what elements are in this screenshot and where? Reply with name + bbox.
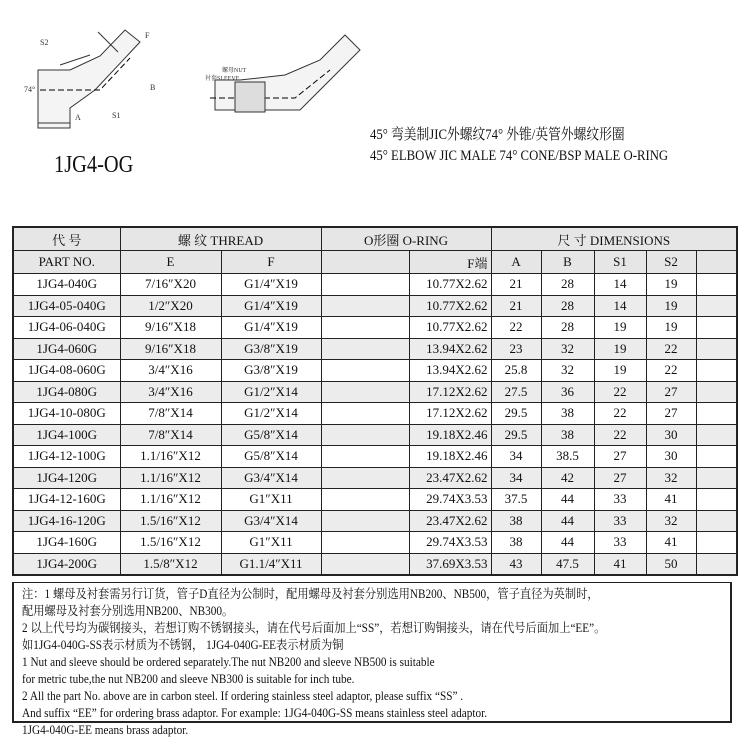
cell-dim-a: 21	[491, 274, 541, 296]
cell-dim-s1: 19	[594, 360, 646, 382]
cell-dim-a: 27.5	[491, 381, 541, 403]
cell-thread-e: 3/4″X16	[120, 381, 221, 403]
note-line: 2 以上代号均为碳钢接头，若想订购不锈钢接头，请在代号后面加上“SS”，若想订购铜接头，请在代号后面加上“EE”。	[22, 621, 606, 635]
cell-dim-a: 34	[491, 446, 541, 468]
cell-dim-a: 22	[491, 317, 541, 339]
cell-oring-f-end: 17.12X2.62	[409, 381, 491, 403]
fitting-diagram-right	[205, 35, 360, 112]
cell-part-no: 1JG4-100G	[13, 424, 120, 446]
table-row	[13, 317, 737, 339]
cell-empty	[321, 360, 409, 382]
cell-thread-f: G1/4″X19	[221, 295, 321, 317]
cell-dim-s2: 22	[646, 360, 696, 382]
cell-dim-s2: 32	[646, 467, 696, 489]
cell-thread-e: 1.1/16″X12	[120, 489, 221, 511]
cell-thread-f: G5/8″X14	[221, 446, 321, 468]
cell-part-no: 1JG4-12-100G	[13, 446, 120, 468]
cell-oring-f-end: 29.74X3.53	[409, 532, 491, 554]
cell-oring-f-end: 23.47X2.62	[409, 510, 491, 532]
header-dimensions: 尺 寸 DIMENSIONS	[491, 227, 737, 251]
cell-empty	[696, 532, 737, 554]
cell-thread-e: 7/8″X14	[120, 424, 221, 446]
cell-empty	[696, 274, 737, 296]
note-line: 1JG4-040G-EE means brass adaptor.	[22, 723, 189, 737]
cell-oring-f-end: 17.12X2.62	[409, 403, 491, 425]
cell-thread-f: G1/4″X19	[221, 274, 321, 296]
note-line: And suffix “EE” for ordering brass adaptor. For example: 1JG4-040G-SS means stainless steel adaptor.	[22, 706, 488, 720]
cell-dim-s1: 19	[594, 338, 646, 360]
fitting-drawing	[0, 20, 380, 130]
cell-dim-a: 38	[491, 510, 541, 532]
header-f-end: F端	[409, 251, 491, 274]
cell-thread-e: 9/16″X18	[120, 338, 221, 360]
cell-dim-b: 44	[541, 532, 594, 554]
cell-empty	[696, 467, 737, 489]
cell-empty	[321, 510, 409, 532]
cell-dim-b: 42	[541, 467, 594, 489]
header-oring: O形圈 O-RING	[321, 227, 491, 251]
cell-dim-s1: 33	[594, 489, 646, 511]
cell-thread-f: G1.1/4″X11	[221, 553, 321, 575]
note-line: for metric tube,the nut NB200 and sleeve NB300 is suitable for inch tube.	[22, 672, 355, 686]
cell-empty	[321, 489, 409, 511]
cell-empty	[321, 295, 409, 317]
cell-empty	[696, 295, 737, 317]
cell-dim-b: 38	[541, 424, 594, 446]
table-row	[13, 338, 737, 360]
cell-empty	[696, 424, 737, 446]
cell-thread-f: G3/4″X14	[221, 510, 321, 532]
cell-dim-a: 37.5	[491, 489, 541, 511]
cell-thread-f: G1″X11	[221, 532, 321, 554]
cell-empty	[321, 403, 409, 425]
cell-oring-f-end: 19.18X2.46	[409, 424, 491, 446]
cell-empty	[696, 360, 737, 382]
title-english: 45° ELBOW JIC MALE 74° CONE/BSP MALE O-RING	[370, 148, 669, 164]
cell-thread-f: G1/2″X14	[221, 403, 321, 425]
angle-label: 74°	[24, 85, 36, 94]
cell-oring-f-end: 10.77X2.62	[409, 274, 491, 296]
cell-part-no: 1JG4-10-080G	[13, 403, 120, 425]
cell-dim-s1: 14	[594, 295, 646, 317]
header-b: B	[541, 251, 594, 274]
sleeve-label: 衬套SLEEVE	[205, 76, 240, 82]
header-part-cn: 代 号	[13, 227, 120, 251]
b-label: B	[150, 83, 156, 92]
cell-dim-b: 38	[541, 403, 594, 425]
cell-dim-a: 43	[491, 553, 541, 575]
cell-dim-a: 29.5	[491, 403, 541, 425]
cell-dim-b: 28	[541, 317, 594, 339]
table-row	[13, 381, 737, 403]
table-row	[13, 489, 737, 511]
cell-part-no: 1JG4-12-160G	[13, 489, 120, 511]
cell-dim-a: 23	[491, 338, 541, 360]
cell-thread-f: G1/2″X14	[221, 381, 321, 403]
cell-part-no: 1JG4-060G	[13, 338, 120, 360]
cell-dim-s1: 33	[594, 510, 646, 532]
nut-label: 螺母NUT	[222, 68, 247, 74]
cell-part-no: 1JG4-08-060G	[13, 360, 120, 382]
header-a: A	[491, 251, 541, 274]
cell-empty	[321, 532, 409, 554]
header-row-1	[13, 227, 737, 251]
header-f: F	[221, 251, 321, 274]
note-line: 配用螺母及衬套分别选用NB200、NB300。	[22, 604, 234, 618]
cell-empty	[321, 424, 409, 446]
cell-dim-s1: 19	[594, 317, 646, 339]
note-line: 1 Nut and sleeve should be ordered separately.The nut NB200 and sleeve NB500 is suitable	[22, 655, 435, 669]
cell-empty	[696, 381, 737, 403]
cell-empty	[696, 317, 737, 339]
cell-oring-f-end: 29.74X3.53	[409, 489, 491, 511]
table-row	[13, 467, 737, 489]
note-line: 如1JG4-040G-SS表示材质为不锈钢， 1JG4-040G-EE表示材质为铜	[22, 638, 344, 652]
cell-thread-f: G3/8″X19	[221, 360, 321, 382]
table-row	[13, 510, 737, 532]
cell-dim-s1: 14	[594, 274, 646, 296]
model-number: 1JG4-OG	[54, 152, 134, 178]
header-s2: S2	[646, 251, 696, 274]
cell-thread-e: 1.5/16″X12	[120, 532, 221, 554]
table-row	[13, 553, 737, 575]
cell-empty	[321, 338, 409, 360]
cell-empty	[321, 317, 409, 339]
cell-thread-e: 1.1/16″X12	[120, 467, 221, 489]
cell-dim-s2: 32	[646, 510, 696, 532]
specification-table	[12, 226, 738, 576]
table-row	[13, 360, 737, 382]
cell-dim-s2: 50	[646, 553, 696, 575]
cell-dim-a: 38	[491, 532, 541, 554]
cell-dim-b: 28	[541, 274, 594, 296]
cell-part-no: 1JG4-06-040G	[13, 317, 120, 339]
cell-part-no: 1JG4-080G	[13, 381, 120, 403]
cell-empty	[696, 446, 737, 468]
cell-oring-f-end: 19.18X2.46	[409, 446, 491, 468]
cell-thread-e: 7/8″X14	[120, 403, 221, 425]
cell-empty	[321, 446, 409, 468]
cell-part-no: 1JG4-040G	[13, 274, 120, 296]
cell-dim-s2: 19	[646, 295, 696, 317]
cell-thread-e: 7/16″X20	[120, 274, 221, 296]
cell-thread-f: G3/8″X19	[221, 338, 321, 360]
cell-dim-s1: 22	[594, 403, 646, 425]
table-row	[13, 532, 737, 554]
cell-dim-b: 32	[541, 338, 594, 360]
cell-part-no: 1JG4-120G	[13, 467, 120, 489]
table-row	[13, 295, 737, 317]
note-line: 注：1 螺母及衬套需另行订货，管子D直径为公制时，配用螺母及衬套分别选用NB200、NB500，管子直径为英制时，	[22, 587, 599, 601]
header-empty	[696, 251, 737, 274]
cell-oring-f-end: 10.77X2.62	[409, 295, 491, 317]
cell-dim-s1: 27	[594, 446, 646, 468]
cell-oring-f-end: 13.94X2.62	[409, 360, 491, 382]
cell-dim-s2: 30	[646, 424, 696, 446]
cell-dim-s2: 19	[646, 274, 696, 296]
cell-part-no: 1JG4-05-040G	[13, 295, 120, 317]
cell-dim-b: 44	[541, 489, 594, 511]
cell-empty	[696, 510, 737, 532]
cell-empty	[321, 381, 409, 403]
cell-oring-f-end: 13.94X2.62	[409, 338, 491, 360]
cell-thread-f: G3/4″X14	[221, 467, 321, 489]
cell-dim-s2: 19	[646, 317, 696, 339]
cell-dim-b: 44	[541, 510, 594, 532]
cell-thread-e: 9/16″X18	[120, 317, 221, 339]
cell-part-no: 1JG4-160G	[13, 532, 120, 554]
cell-dim-s1: 22	[594, 424, 646, 446]
header-row-2	[13, 251, 737, 274]
header-e: E	[120, 251, 221, 274]
product-title	[370, 125, 668, 167]
cell-dim-b: 36	[541, 381, 594, 403]
cell-dim-s1: 33	[594, 532, 646, 554]
cell-dim-a: 25.8	[491, 360, 541, 382]
notes-box	[12, 582, 732, 737]
cell-dim-b: 28	[541, 295, 594, 317]
cell-dim-b: 32	[541, 360, 594, 382]
f-label: F	[145, 31, 150, 40]
a-label: A	[75, 113, 81, 122]
cell-dim-s2: 41	[646, 489, 696, 511]
header-thread: 螺 纹 THREAD	[120, 227, 321, 251]
cell-dim-s2: 27	[646, 381, 696, 403]
cell-part-no: 1JG4-200G	[13, 553, 120, 575]
table-row	[13, 446, 737, 468]
cell-thread-e: 1.5/8″X12	[120, 553, 221, 575]
cell-dim-s1: 41	[594, 553, 646, 575]
cell-dim-a: 21	[491, 295, 541, 317]
cell-empty	[696, 553, 737, 575]
cell-dim-s2: 30	[646, 446, 696, 468]
title-chinese: 45° 弯美制JIC外螺纹74° 外锥/英管外螺纹形圈	[370, 127, 625, 143]
header-part-no: PART NO.	[13, 251, 120, 274]
cell-empty	[696, 338, 737, 360]
header-empty	[321, 251, 409, 274]
cell-part-no: 1JG4-16-120G	[13, 510, 120, 532]
cell-dim-s2: 41	[646, 532, 696, 554]
cell-dim-s2: 27	[646, 403, 696, 425]
header-s1: S1	[594, 251, 646, 274]
cell-thread-e: 1.5/16″X12	[120, 510, 221, 532]
cell-dim-b: 38.5	[541, 446, 594, 468]
cell-thread-e: 1/2″X20	[120, 295, 221, 317]
cell-dim-s1: 22	[594, 381, 646, 403]
cell-dim-b: 47.5	[541, 553, 594, 575]
note-line: 2 All the part No. above are in carbon steel. If ordering stainless steel adaptor, please suffix “SS” .	[22, 689, 464, 703]
s1-label: S1	[112, 111, 121, 120]
cell-thread-f: G5/8″X14	[221, 424, 321, 446]
cell-thread-f: G1/4″X19	[221, 317, 321, 339]
cell-dim-a: 29.5	[491, 424, 541, 446]
cell-empty	[321, 553, 409, 575]
cell-dim-s1: 27	[594, 467, 646, 489]
cell-dim-a: 34	[491, 467, 541, 489]
cell-thread-e: 3/4″X16	[120, 360, 221, 382]
cell-oring-f-end: 23.47X2.62	[409, 467, 491, 489]
table-row	[13, 274, 737, 296]
cell-dim-s2: 22	[646, 338, 696, 360]
cell-empty	[321, 467, 409, 489]
cell-empty	[321, 274, 409, 296]
s2-label: S2	[40, 38, 49, 47]
cell-empty	[696, 403, 737, 425]
cell-thread-e: 1.1/16″X12	[120, 446, 221, 468]
cell-thread-f: G1″X11	[221, 489, 321, 511]
table-row	[13, 403, 737, 425]
table-row	[13, 424, 737, 446]
cell-oring-f-end: 37.69X3.53	[409, 553, 491, 575]
fitting-diagram-left	[24, 30, 155, 128]
cell-oring-f-end: 10.77X2.62	[409, 317, 491, 339]
cell-empty	[696, 489, 737, 511]
